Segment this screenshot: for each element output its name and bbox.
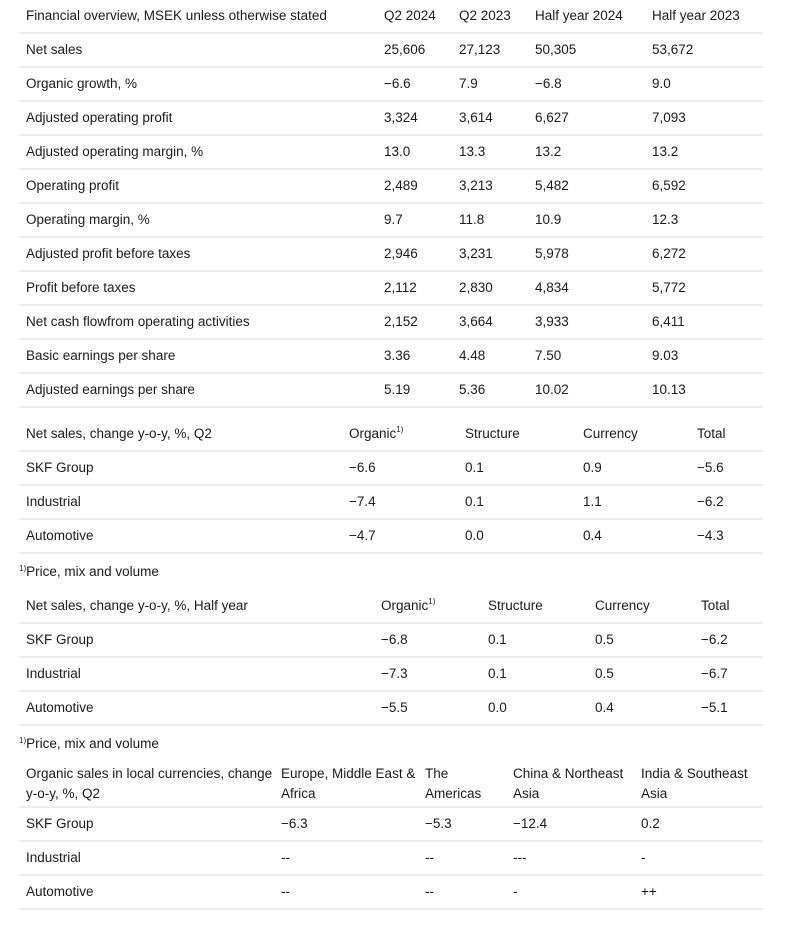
table-cell: 1.1 [576,485,690,519]
table-cell: 3,614 [452,101,528,135]
table-row [19,519,763,553]
row-label: Net sales [19,33,377,67]
net-sales-half-year-table [19,590,763,726]
table-cell: 2,830 [452,271,528,305]
table-cell: −7.3 [374,657,481,691]
table-cell: −4.3 [690,519,763,553]
net-sales-q2-table [19,418,763,554]
table-row [19,691,763,725]
table-cell: −5.5 [374,691,481,725]
table-cell: 4,834 [528,271,645,305]
footnote-marker: 1) [396,425,404,434]
table-cell: 9.0 [645,67,763,101]
report-tables [19,0,763,910]
table-row [19,169,763,203]
table-cell: −7.4 [342,485,458,519]
table-cell: 2,152 [377,305,452,339]
table-row [19,67,763,101]
row-label: Industrial [19,485,342,519]
row-label: Operating margin, % [19,203,377,237]
table-cell: 0.0 [481,691,588,725]
column-header-organic [342,418,458,451]
table-cell: −6.8 [528,67,645,101]
table-row [19,657,763,691]
row-label: Industrial [19,657,374,691]
table-cell: 9.7 [377,203,452,237]
row-label: Operating profit [19,169,377,203]
footnote [19,554,763,590]
column-header: The Americas [418,762,506,807]
table-cell: −6.8 [374,623,481,657]
table-cell: −6.7 [694,657,763,691]
row-label: SKF Group [19,807,274,841]
row-label: Automotive [19,519,342,553]
table-cell: 6,592 [645,169,763,203]
footnote [19,726,763,762]
table-cell: 5.36 [452,373,528,407]
row-label: Organic growth, % [19,67,377,101]
row-label: Industrial [19,841,274,875]
row-label: Net cash flowfrom operating activities [19,305,377,339]
footnote-text: Price, mix and volume [26,564,159,579]
table-cell: 7.50 [528,339,645,373]
column-header: Financial overview, MSEK unless otherwise stated [19,0,377,33]
table-cell: −6.2 [694,623,763,657]
table-cell: 9.03 [645,339,763,373]
table-cell: −6.6 [342,451,458,485]
row-label: Automotive [19,875,274,909]
column-header: Structure [481,590,588,623]
column-header: Half year 2024 [528,0,645,33]
row-label: Automotive [19,691,374,725]
footnote-text: Price, mix and volume [26,736,159,751]
table-cell: 5,772 [645,271,763,305]
column-header: Organic sales in local currencies, change y-o-y, %, Q2 [19,762,274,807]
table-cell: 10.02 [528,373,645,407]
table-row [19,841,763,875]
column-header: Q2 2023 [452,0,528,33]
table-row [19,339,763,373]
column-header: Net sales, change y-o-y, %, Q2 [19,418,342,451]
table-cell: −5.6 [690,451,763,485]
table-cell: 10.9 [528,203,645,237]
table-row [19,451,763,485]
table-cell: −12.4 [506,807,634,841]
row-label: Adjusted operating margin, % [19,135,377,169]
row-label: Adjusted earnings per share [19,373,377,407]
column-header: India & Southeast Asia [634,762,763,807]
table-cell: 0.9 [576,451,690,485]
table-cell: 3,933 [528,305,645,339]
column-header: Half year 2023 [645,0,763,33]
table-cell: -- [274,841,418,875]
table-cell: -- [418,841,506,875]
row-label: Adjusted operating profit [19,101,377,135]
table-row [19,271,763,305]
table-header-row [19,0,763,33]
table-row [19,623,763,657]
table-cell: 13.0 [377,135,452,169]
table-row [19,875,763,909]
table-cell: 13.2 [528,135,645,169]
table-cell: 50,305 [528,33,645,67]
table-cell: −6.3 [274,807,418,841]
row-label: Profit before taxes [19,271,377,305]
table-cell: 3,213 [452,169,528,203]
column-header: Currency [576,418,690,451]
row-label: Basic earnings per share [19,339,377,373]
table-cell: 2,112 [377,271,452,305]
table-cell: 0.2 [634,807,763,841]
table-cell: 0.1 [481,657,588,691]
table-cell: ++ [634,875,763,909]
table-row [19,807,763,841]
table-cell: 53,672 [645,33,763,67]
table-cell: 13.2 [645,135,763,169]
table-cell: 27,123 [452,33,528,67]
table-cell: 2,489 [377,169,452,203]
footnote-marker: 1) [428,597,436,606]
organic-label: Organic [349,426,397,441]
column-header: China & Northeast Asia [506,762,634,807]
table-cell: 6,272 [645,237,763,271]
table-cell: −5.3 [418,807,506,841]
table-cell: 11.8 [452,203,528,237]
table-cell: −6.2 [690,485,763,519]
table-row [19,373,763,407]
organic-label: Organic [381,598,429,613]
table-row [19,237,763,271]
table-cell: 5,978 [528,237,645,271]
table-cell: - [634,841,763,875]
column-header: Total [694,590,763,623]
table-row [19,305,763,339]
column-header-organic [374,590,481,623]
table-row [19,203,763,237]
organic-sales-regions-table [19,762,763,910]
table-cell: -- [274,875,418,909]
table-cell: 7.9 [452,67,528,101]
table-cell: 0.1 [481,623,588,657]
row-label: Adjusted profit before taxes [19,237,377,271]
table-header-row [19,590,763,623]
table-cell: 7,093 [645,101,763,135]
table-cell: 0.5 [588,657,694,691]
table-header-row [19,418,763,451]
table-row [19,485,763,519]
table-header-row [19,762,763,807]
table-cell: 10.13 [645,373,763,407]
column-header: Europe, Middle East & Africa [274,762,418,807]
table-cell: 3,231 [452,237,528,271]
table-cell: -- [418,875,506,909]
table-cell: - [506,875,634,909]
table-cell: 6,627 [528,101,645,135]
column-header: Structure [458,418,576,451]
table-cell: 25,606 [377,33,452,67]
table-cell: 2,946 [377,237,452,271]
financial-overview-table [19,0,763,408]
column-header: Total [690,418,763,451]
table-cell: 13.3 [452,135,528,169]
table-cell: −5.1 [694,691,763,725]
footnote-marker: 1) [19,736,27,745]
table-cell: −6.6 [377,67,452,101]
table-cell: 4.48 [452,339,528,373]
table-cell: 0.1 [458,451,576,485]
table-cell: 5.19 [377,373,452,407]
row-label: SKF Group [19,451,342,485]
table-cell: 3.36 [377,339,452,373]
column-header: Currency [588,590,694,623]
table-cell: 0.0 [458,519,576,553]
table-cell: 5,482 [528,169,645,203]
table-cell: 3,324 [377,101,452,135]
table-cell: 12.3 [645,203,763,237]
table-cell: 3,664 [452,305,528,339]
table-cell: 6,411 [645,305,763,339]
table-row [19,33,763,67]
table-cell: 0.4 [588,691,694,725]
table-cell: 0.4 [576,519,690,553]
table-row [19,101,763,135]
table-row [19,135,763,169]
table-cell: −4.7 [342,519,458,553]
table-cell: 0.5 [588,623,694,657]
table-cell: --- [506,841,634,875]
column-header: Q2 2024 [377,0,452,33]
table-cell: 0.1 [458,485,576,519]
row-label: SKF Group [19,623,374,657]
column-header: Net sales, change y-o-y, %, Half year [19,590,374,623]
footnote-marker: 1) [19,564,27,573]
